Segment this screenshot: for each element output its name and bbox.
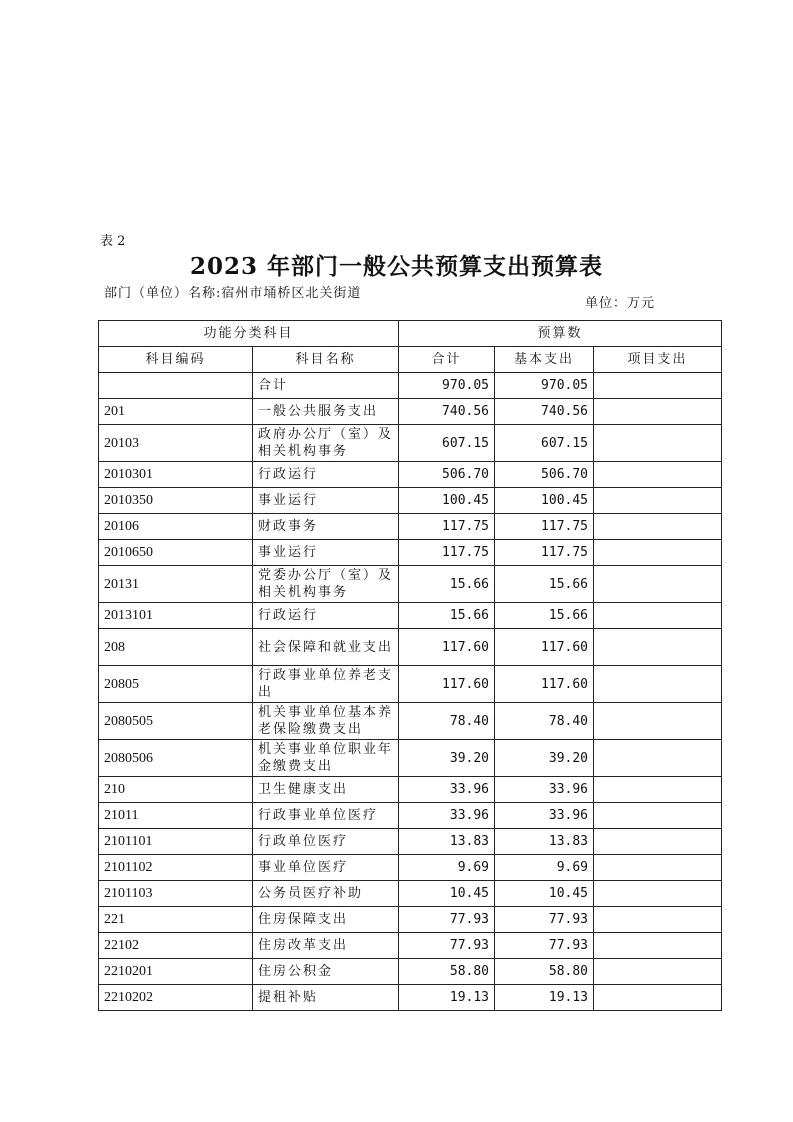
cell-name: 事业运行 [253, 488, 399, 514]
table-row [99, 399, 722, 425]
cell-basic: 607.15 [495, 425, 594, 462]
cell-basic: 58.80 [495, 959, 594, 985]
table-row [99, 425, 722, 462]
cell-code: 2080506 [99, 740, 253, 777]
cell-code: 208 [99, 629, 253, 666]
cell-code: 21011 [99, 803, 253, 829]
budget-table [98, 320, 722, 1011]
cell-basic: 77.93 [495, 933, 594, 959]
table-row [99, 566, 722, 603]
header-functional-category: 功能分类科目 [99, 321, 399, 347]
table-row [99, 907, 722, 933]
cell-code: 221 [99, 907, 253, 933]
cell-total: 100.45 [399, 488, 495, 514]
cell-basic: 15.66 [495, 603, 594, 629]
table-row [99, 603, 722, 629]
table-row [99, 703, 722, 740]
cell-basic: 970.05 [495, 373, 594, 399]
cell-total: 78.40 [399, 703, 495, 740]
table-row [99, 540, 722, 566]
cell-project [594, 629, 722, 666]
header-total: 合计 [399, 347, 495, 373]
cell-code: 2101103 [99, 881, 253, 907]
cell-basic: 78.40 [495, 703, 594, 740]
cell-name: 行政单位医疗 [253, 829, 399, 855]
cell-basic: 10.45 [495, 881, 594, 907]
cell-project [594, 829, 722, 855]
department-name: 部门（单位）名称:宿州市埇桥区北关街道 [104, 286, 362, 301]
cell-basic: 117.60 [495, 666, 594, 703]
table-row [99, 488, 722, 514]
cell-name: 行政事业单位养老支出 [253, 666, 399, 703]
cell-total: 117.60 [399, 629, 495, 666]
cell-code: 2010301 [99, 462, 253, 488]
table-row [99, 777, 722, 803]
cell-project [594, 855, 722, 881]
cell-total: 13.83 [399, 829, 495, 855]
cell-basic: 740.56 [495, 399, 594, 425]
header-budget-amount: 预算数 [399, 321, 722, 347]
cell-project [594, 740, 722, 777]
cell-code: 20131 [99, 566, 253, 603]
cell-basic: 33.96 [495, 777, 594, 803]
cell-total: 117.75 [399, 514, 495, 540]
cell-project [594, 959, 722, 985]
cell-name: 卫生健康支出 [253, 777, 399, 803]
cell-project [594, 985, 722, 1011]
cell-name: 住房公积金 [253, 959, 399, 985]
cell-name: 住房改革支出 [253, 933, 399, 959]
table-row [99, 829, 722, 855]
table-row [99, 881, 722, 907]
cell-total: 9.69 [399, 855, 495, 881]
cell-code: 2210202 [99, 985, 253, 1011]
cell-total: 77.93 [399, 933, 495, 959]
cell-code: 2101102 [99, 855, 253, 881]
table-row [99, 629, 722, 666]
cell-basic: 506.70 [495, 462, 594, 488]
cell-name: 行政事业单位医疗 [253, 803, 399, 829]
cell-total: 33.96 [399, 803, 495, 829]
table-row [99, 462, 722, 488]
cell-code: 2101101 [99, 829, 253, 855]
cell-name: 财政事务 [253, 514, 399, 540]
cell-project [594, 933, 722, 959]
cell-code: 2080505 [99, 703, 253, 740]
header-row-columns [99, 347, 722, 373]
cell-name: 行政运行 [253, 462, 399, 488]
cell-project [594, 803, 722, 829]
cell-basic: 33.96 [495, 803, 594, 829]
table-row [99, 959, 722, 985]
cell-total: 117.75 [399, 540, 495, 566]
cell-basic: 39.20 [495, 740, 594, 777]
cell-name: 事业运行 [253, 540, 399, 566]
cell-code: 210 [99, 777, 253, 803]
cell-project [594, 540, 722, 566]
cell-total: 39.20 [399, 740, 495, 777]
cell-project [594, 881, 722, 907]
cell-code: 2010650 [99, 540, 253, 566]
table-row [99, 666, 722, 703]
header-basic: 基本支出 [495, 347, 594, 373]
cell-total: 77.93 [399, 907, 495, 933]
cell-project [594, 373, 722, 399]
header-name: 科目名称 [253, 347, 399, 373]
cell-total: 506.70 [399, 462, 495, 488]
unit-label: 单位：万元 [585, 296, 656, 311]
cell-code: 20805 [99, 666, 253, 703]
header-row-group [99, 321, 722, 347]
header-code: 科目编码 [99, 347, 253, 373]
cell-code: 2013101 [99, 603, 253, 629]
cell-basic: 117.60 [495, 629, 594, 666]
cell-name: 住房保障支出 [253, 907, 399, 933]
cell-total: 15.66 [399, 566, 495, 603]
cell-name: 社会保障和就业支出 [253, 629, 399, 666]
cell-total: 58.80 [399, 959, 495, 985]
cell-basic: 15.66 [495, 566, 594, 603]
cell-basic: 117.75 [495, 514, 594, 540]
cell-project [594, 488, 722, 514]
cell-basic: 77.93 [495, 907, 594, 933]
cell-project [594, 514, 722, 540]
cell-name: 机关事业单位职业年金缴费支出 [253, 740, 399, 777]
cell-project [594, 462, 722, 488]
cell-project [594, 425, 722, 462]
cell-name: 一般公共服务支出 [253, 399, 399, 425]
cell-basic: 117.75 [495, 540, 594, 566]
cell-project [594, 703, 722, 740]
cell-name: 公务员医疗补助 [253, 881, 399, 907]
cell-project [594, 907, 722, 933]
cell-code: 2010350 [99, 488, 253, 514]
cell-code: 20106 [99, 514, 253, 540]
cell-name: 党委办公厅（室）及相关机构事务 [253, 566, 399, 603]
cell-total: 19.13 [399, 985, 495, 1011]
cell-name: 事业单位医疗 [253, 855, 399, 881]
cell-name: 政府办公厅（室）及相关机构事务 [253, 425, 399, 462]
cell-basic: 19.13 [495, 985, 594, 1011]
cell-total: 33.96 [399, 777, 495, 803]
cell-basic: 13.83 [495, 829, 594, 855]
cell-project [594, 399, 722, 425]
table-label: 表 2 [100, 234, 126, 249]
table-row [99, 855, 722, 881]
table-row [99, 803, 722, 829]
table-row [99, 933, 722, 959]
page-title: 2023 年部门一般公共预算支出预算表 [189, 253, 604, 280]
cell-total: 740.56 [399, 399, 495, 425]
cell-basic: 100.45 [495, 488, 594, 514]
table-row [99, 373, 722, 399]
cell-name: 行政运行 [253, 603, 399, 629]
table-row [99, 740, 722, 777]
cell-total: 970.05 [399, 373, 495, 399]
table-body [99, 373, 722, 1011]
cell-total: 117.60 [399, 666, 495, 703]
table-row [99, 985, 722, 1011]
cell-total: 607.15 [399, 425, 495, 462]
cell-code: 20103 [99, 425, 253, 462]
cell-code [99, 373, 253, 399]
cell-name: 合计 [253, 373, 399, 399]
cell-name: 提租补贴 [253, 985, 399, 1011]
header-project: 项目支出 [594, 347, 722, 373]
cell-name: 机关事业单位基本养老保险缴费支出 [253, 703, 399, 740]
cell-project [594, 777, 722, 803]
cell-basic: 9.69 [495, 855, 594, 881]
cell-code: 201 [99, 399, 253, 425]
cell-code: 22102 [99, 933, 253, 959]
cell-code: 2210201 [99, 959, 253, 985]
table-row [99, 514, 722, 540]
cell-total: 15.66 [399, 603, 495, 629]
cell-project [594, 603, 722, 629]
cell-project [594, 566, 722, 603]
cell-project [594, 666, 722, 703]
cell-total: 10.45 [399, 881, 495, 907]
